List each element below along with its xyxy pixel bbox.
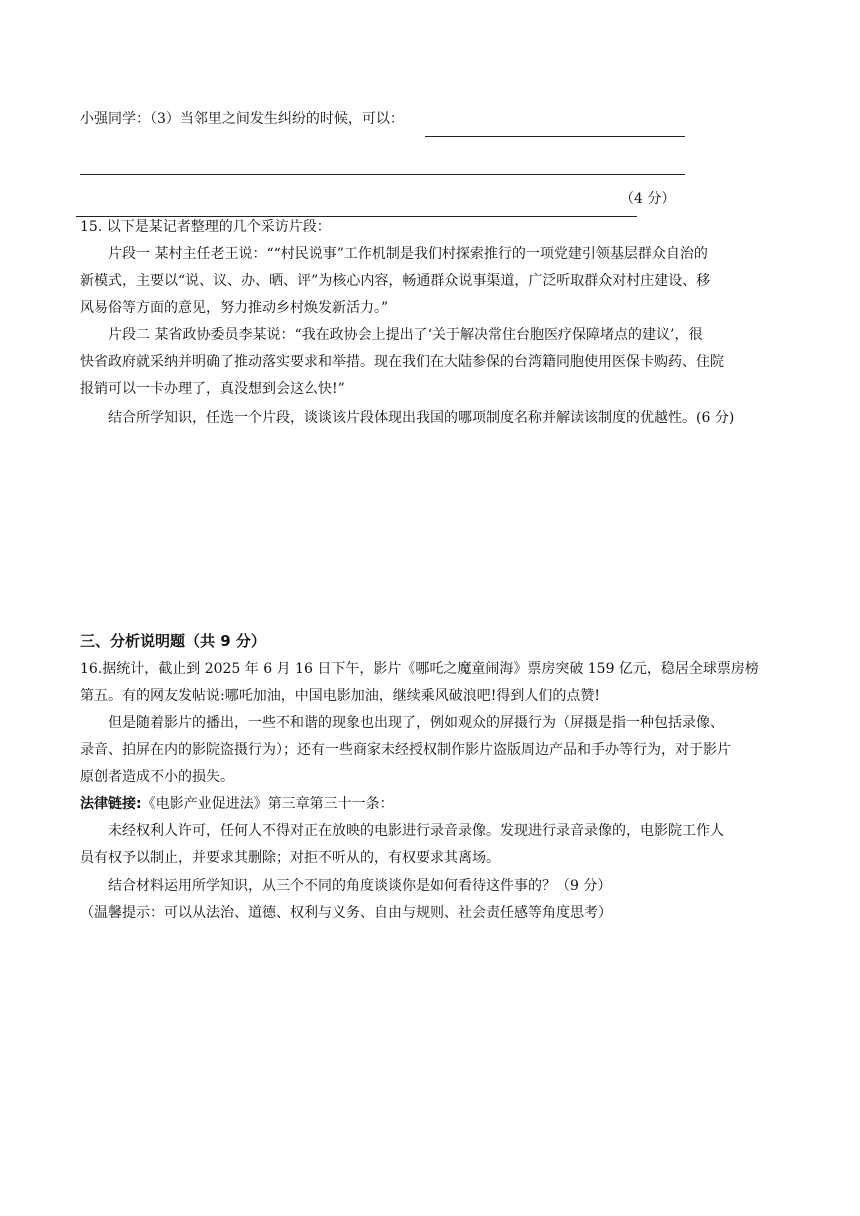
- law-link-title: 《电影产业促进法》第三章第三十一条：: [141, 796, 394, 812]
- q16-hint: （温馨提示：可以从法治、道德、权利与义务、自由与规则、社会责任感等角度思考）: [80, 905, 612, 921]
- law-link: [80, 791, 394, 818]
- q16-p2-line1: 但是随着影片的播出，一些不和谐的现象也出现了，例如观众的屏摄行为（屏摄是指一种包括录像、: [108, 715, 724, 731]
- law-text-line2: 员有权予以制止，并要求其删除；对拒不听从的，有权要求其离场。: [80, 850, 500, 866]
- q15-p2-line3: 报销可以一卡办理了，真没想到会这么快!”: [80, 381, 345, 397]
- q15-task: 结合所学知识，任选一个片段，谈谈该片段体现出我国的哪项制度名称并解读该制度的优越性。(6 分): [108, 410, 735, 426]
- q15-p1-line2: 新模式，主要以“说、议、办、晒、评”为核心内容，畅通群众说事渠道，广泛听取群众对村庄建设、移: [80, 273, 711, 289]
- q16-task: 结合材料运用所学知识，从三个不同的角度谈谈你是如何看待这件事的？（9 分）: [108, 878, 612, 894]
- section3-heading: 三、分析说明题（共 9 分）: [80, 632, 266, 650]
- answer-line-2: [80, 174, 685, 175]
- q15-p2-line1: 片段二 某省政协委员李某说：“我在政协会上提出了‘关于解决常住台胞医疗保障堵点的建议’，很: [108, 327, 703, 343]
- q16-p1-line1: 16.据统计，截止到 2025 年 6 月 16 日下午，影片《哪吒之魔童闹海》票房突破 159 亿元，稳居全球票房榜: [80, 661, 759, 677]
- answer-line-1: [425, 136, 685, 137]
- q15-p1-line1: 片段一 某村主任老王说：““村民说事”工作机制是我们村探索推行的一项党建引领基层群众自治的: [108, 246, 708, 262]
- q14-score: （4 分）: [620, 191, 676, 207]
- law-link-label: 法律链接:: [80, 796, 142, 812]
- q15-p2-line2: 快省政府就采纳并明确了推动落实要求和举措。现在我们在大陆参保的台湾籍同胞使用医保卡购药、住院: [80, 354, 724, 370]
- q16-p2-line2: 录音、拍屏在内的影院盗摄行为）；还有一些商家未经授权制作影片盗版周边产品和手办等行为，对于影片: [80, 742, 731, 758]
- q15-intro: 15. 以下是某记者整理的几个采访片段：: [80, 219, 331, 235]
- q15-p1-line3: 风易俗等方面的意见，努力推动乡村焕发新活力。”: [80, 300, 389, 316]
- law-text-line1: 未经权利人许可，任何人不得对正在放映的电影进行录音录像。发现进行录音录像的，电影院工作人: [108, 823, 724, 839]
- q16-p2-line3: 原创者造成不小的损失。: [80, 769, 234, 785]
- q14-answer-prompt: 小强同学：（3）当邻里之间发生纠纷的时候，可以：: [80, 111, 404, 127]
- q16-p1-line2: 第五。有的网友发帖说:哪吒加油，中国电影加油，继续乘风破浪吧!得到人们的点赞!: [80, 688, 600, 704]
